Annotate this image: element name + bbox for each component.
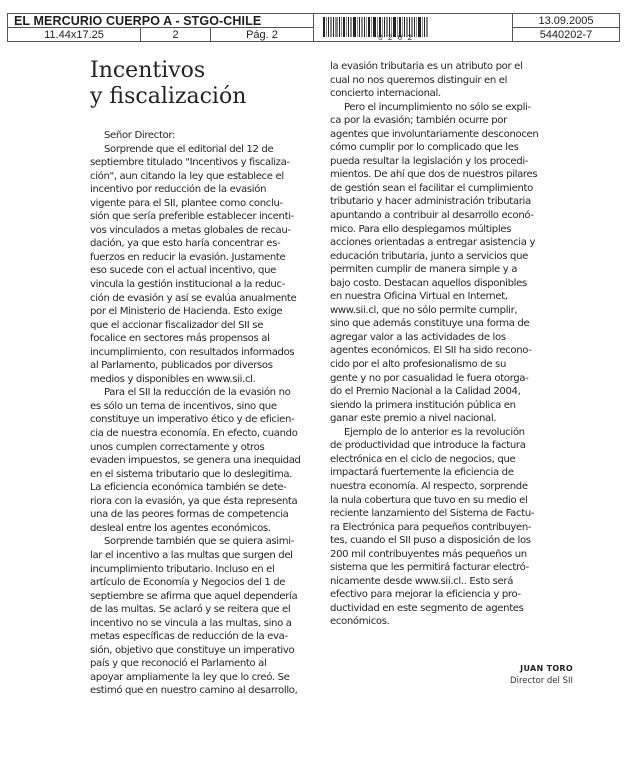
text-line: cual no nos queremos distinguir en el (330, 74, 508, 86)
text-line: www.sii.cl, que no sólo permite cumplir, (330, 304, 518, 316)
clipping-header (7, 13, 620, 42)
text-line: Señor Director: (104, 130, 176, 141)
text-line: sino que además constituye una forma de (330, 318, 530, 330)
barcode-bar (339, 17, 340, 37)
signature (510, 664, 573, 686)
text-line: septiembre se afirma que aquel dependería (90, 590, 298, 602)
barcode-bar (371, 17, 372, 37)
clip-size: 11.44x17.25 (8, 28, 141, 42)
text-line: sistema que les permitirá facturar electró- (330, 562, 529, 574)
text-line: mico. Para ello desplegamos múltiples (330, 223, 512, 235)
text-line: incentivo no se vincula a las multas, sino a (90, 617, 292, 629)
text-line: en nuestra Oficina Virtual en Internet, (330, 291, 508, 303)
text-line: vos vinculados a metas globales de recau- (90, 224, 291, 236)
text-line: desleal entre los agentes económicos. (90, 522, 271, 534)
barcode-bar (359, 17, 360, 37)
barcode-bar (357, 17, 358, 37)
barcode-bar (335, 17, 338, 37)
text-line: ción", aun citando la ley que establece el (90, 170, 284, 182)
text-line: educación tributaria, junto a servicios que (330, 250, 528, 262)
barcode-bar (426, 17, 428, 37)
text-line: es sólo un tema de incentivos, sino que (90, 400, 277, 412)
text-line: vincula la gestión institucional a la reduc- (90, 279, 285, 291)
text-line: agregar valor a las actividades de los (330, 331, 506, 343)
text-line: gente y no por casualidad le fuera otorga- (330, 372, 529, 384)
text-line: ra Electrónica para pequeños contribuyen- (330, 521, 532, 533)
text-line: pueda resultar la legislación y los procedi- (330, 155, 529, 167)
text-line: tes, cuando el SII puso a disposición de los (330, 535, 531, 547)
text-line: concierto internacional. (330, 88, 441, 100)
text-line: constituye un imperativo ético y de eficien- (90, 414, 295, 426)
text-line: la nula cobertura que tuvo en su medio el (330, 494, 528, 506)
barcode-digits: 0202 (378, 34, 418, 43)
barcode-bar (326, 17, 327, 37)
text-line: de gestión sean el facilitar el cumplimiento (330, 182, 533, 194)
text-line: la evasión tributaria es un atributo por el (330, 61, 523, 72)
barcode-bar (333, 17, 334, 37)
text-line: permiten cumplir de manera simple y a (330, 264, 518, 276)
text-line: metas específicas de reducción de la eva- (90, 631, 288, 643)
text-line: reciente lanzamiento del Sistema de Factu- (330, 508, 535, 520)
text-line: ca por la evasión; también ocurre por (330, 115, 507, 127)
text-line: de productividad que introduce la factura (330, 440, 526, 452)
text-line: Pero el incumplimiento no sólo se expli- (344, 101, 531, 113)
article-title (90, 58, 246, 110)
text-line: apuntando a contribuir al desarrollo econó- (330, 210, 534, 222)
text-line: sión que sería preferible establecer incenti- (90, 211, 294, 223)
text-line: Sorprende que el editorial del 12 de (104, 143, 274, 155)
text-line: estimó que en nuestro camino al desarrollo, (90, 685, 298, 697)
barcode-bar (353, 17, 356, 37)
barcode-bar (348, 17, 349, 37)
text-line: bajo costo. Destacan aquellos disponibles (330, 277, 527, 289)
barcode-bar (323, 17, 325, 37)
barcode-cell (313, 14, 513, 42)
text-line: una de las peores formas de competencia (90, 509, 289, 521)
text-line: cido por el alto profesionalismo de su (330, 359, 507, 371)
text-line: 200 mil contribuyentes más pequeños un (330, 548, 527, 560)
text-line: focalice en sectores más propensos al (90, 333, 270, 345)
text-line: eso sucede con el actual incentivo, que (90, 265, 276, 277)
text-line: dación, ya que esto haría concentrar es- (90, 238, 281, 250)
barcode-bar (361, 17, 363, 37)
text-line: cia de nuestra economía. En efecto, cuando (90, 428, 298, 440)
barcode-bar (373, 17, 376, 37)
text-line: cómo cumplir por lo complicado que les (330, 142, 519, 154)
author-role: Director del SII (510, 676, 573, 686)
author-name: JUAN TORO (520, 664, 573, 673)
text-line: artículo de Economía y Negocios del 1 de (90, 577, 286, 589)
text-line: sión, objetivo que constituye un imperativo (90, 644, 295, 656)
text-line: fuerzos en reducir la evasión. Justamente (90, 251, 286, 263)
barcode-bar (330, 17, 332, 37)
text-line: incentivo por reducción de la evasión (90, 184, 267, 196)
text-line: vigente para el SII, plantee como conclu- (90, 197, 283, 209)
text-line: septiembre titulado "Incentivos y fiscaliza- (90, 157, 290, 169)
text-line: siendo la primera institución pública en (330, 399, 516, 411)
text-line: en el sistema tributario que lo deslegitima. (90, 468, 293, 480)
article-column-right (330, 60, 570, 629)
text-line: Para el SII la reducción de la evasión no (104, 387, 291, 399)
text-line: de las multas. Se aclaró y se reitera que el (90, 604, 291, 616)
text-line: ganar este premio a nivel nacional. (330, 413, 497, 425)
title-line-1: Incentivos (90, 58, 206, 83)
text-line: agentes económicos. El SII ha sido recono- (330, 345, 532, 357)
text-line: La eficiencia económica también se dete- (90, 482, 287, 494)
text-line: evaden impuestos, se genera una inequidad (90, 455, 301, 467)
text-line: medios y disponibles en www.sii.cl. (90, 373, 256, 385)
barcode-bar (366, 17, 367, 37)
text-line: ción de evasión y así se evalúa anualmente (90, 292, 297, 304)
barcode-bar (422, 17, 423, 37)
barcode-bar (364, 17, 365, 37)
barcode-bar (346, 17, 347, 37)
text-line: económicos. (330, 616, 390, 628)
text-line: que el accionar fiscalizador del SII se (90, 319, 264, 331)
page-number: Pág. 2 (246, 29, 278, 41)
text-line: acciones orientadas a entregar asistencia y (330, 237, 536, 249)
text-line: efectivo para mejorar la eficiencia y pro- (330, 589, 521, 601)
text-line: país y que reconoció el Parlamento al (90, 658, 267, 670)
text-line: lar el incentivo a las multas que surgen del (90, 549, 293, 561)
publication-name: EL MERCURIO CUERPO A - STGO-CHILE (8, 14, 313, 28)
text-line: al Parlamento, publicados por diversos (90, 360, 273, 372)
text-line: electrónica en el ciclo de negocios, que (330, 453, 516, 465)
text-line: Sorprende también que se quiera asimi- (104, 536, 294, 548)
text-line: impactará fuertemente la eficiencia de (330, 467, 514, 479)
publication-date: 13.09.2005 (513, 14, 619, 28)
barcode-bar (424, 17, 425, 37)
text-line: nuestra economía. Al respecto, sorprende (330, 480, 528, 492)
text-line: incumplimiento, con resultados informados (90, 346, 295, 358)
text-line: por el Ministerio de Hacienda. Esto exige (90, 306, 283, 318)
text-line: mientos. De ahí que dos de nuestros pilares (330, 169, 538, 181)
barcode-bar (343, 17, 345, 37)
barcode-bar (368, 17, 370, 37)
text-line: riora con la evasión, ya que ésta representa (90, 495, 298, 507)
barcode-bar (341, 17, 342, 37)
text-line: agentes que involuntariamente desconocen (330, 128, 539, 140)
barcode-bar (328, 17, 329, 37)
text-line: incumplimiento tributario. Incluso en el (90, 563, 275, 575)
text-line: tributario y hacer administración tributaria (330, 196, 531, 208)
title-line-2: y fiscalización (90, 84, 247, 109)
text-line: nicamente desde www.sii.cl.. Esto será (330, 575, 514, 587)
text-line: do el Premio Nacional a la Calidad 2004, (330, 386, 521, 398)
text-line: ductividad en este segmento de agentes (330, 602, 524, 614)
clip-code: 5440202-7 (539, 29, 593, 41)
text-line: unos cumplen correctamente y otros (90, 441, 265, 453)
barcode-bar (418, 17, 421, 37)
text-line: Ejemplo de lo anterior es la revolución (344, 426, 525, 438)
article-column-left (90, 129, 322, 698)
barcode-bar (350, 17, 352, 37)
text-line: apoyar ampliamente la ley que lo creó. Se (90, 671, 290, 683)
section-number: 2 (141, 28, 211, 42)
